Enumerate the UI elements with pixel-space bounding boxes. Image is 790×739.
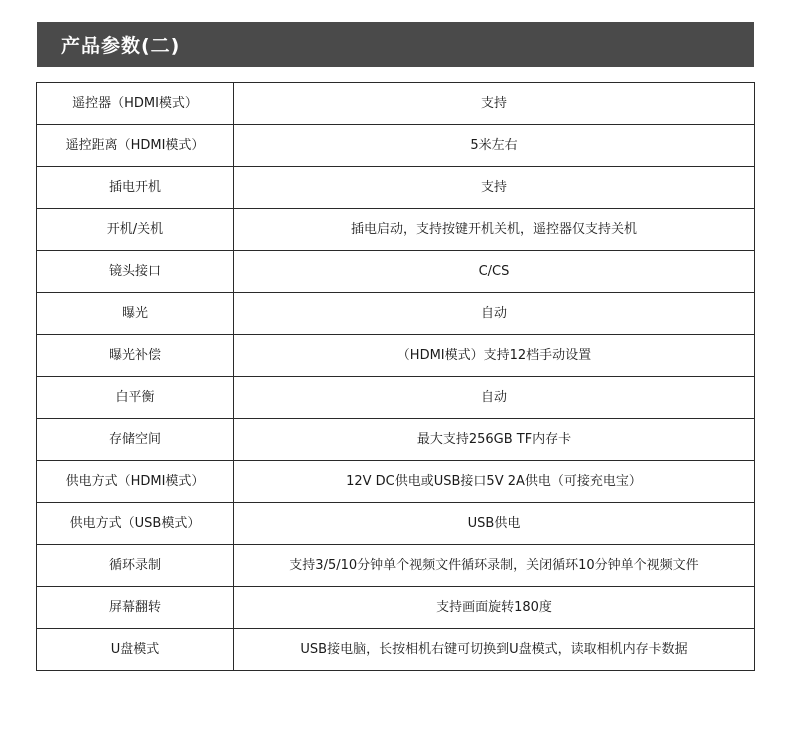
spec-label: 镜头接口 xyxy=(37,251,234,293)
table-row xyxy=(37,629,755,671)
table-row xyxy=(37,167,755,209)
spec-label: 遥控距离（HDMI模式） xyxy=(37,125,234,167)
table-row xyxy=(37,503,755,545)
spec-label: 循环录制 xyxy=(37,545,234,587)
spec-value: 5米左右 xyxy=(234,125,755,167)
spec-label: 供电方式（HDMI模式） xyxy=(37,461,234,503)
spec-value: 12V DC供电或USB接口5V 2A供电（可接充电宝） xyxy=(234,461,755,503)
spec-table xyxy=(36,82,755,671)
spec-label: 存储空间 xyxy=(37,419,234,461)
spec-label: 曝光补偿 xyxy=(37,335,234,377)
spec-label: U盘模式 xyxy=(37,629,234,671)
spec-label: 开机/关机 xyxy=(37,209,234,251)
spec-value: 支持画面旋转180度 xyxy=(234,587,755,629)
table-row xyxy=(37,377,755,419)
table-row xyxy=(37,83,755,125)
spec-value: USB供电 xyxy=(234,503,755,545)
spec-value: 支持 xyxy=(234,83,755,125)
spec-label: 供电方式（USB模式） xyxy=(37,503,234,545)
spec-value: 自动 xyxy=(234,377,755,419)
spec-label: 插电开机 xyxy=(37,167,234,209)
table-row xyxy=(37,251,755,293)
table-row xyxy=(37,293,755,335)
table-row xyxy=(37,209,755,251)
spec-value: 自动 xyxy=(234,293,755,335)
spec-value: USB接电脑，长按相机右键可切换到U盘模式，读取相机内存卡数据 xyxy=(234,629,755,671)
spec-value: C/CS xyxy=(234,251,755,293)
spec-label: 曝光 xyxy=(37,293,234,335)
table-row xyxy=(37,125,755,167)
table-row xyxy=(37,419,755,461)
spec-value: 插电启动，支持按键开机关机，遥控器仅支持关机 xyxy=(234,209,755,251)
table-row xyxy=(37,335,755,377)
table-row xyxy=(37,587,755,629)
table-row xyxy=(37,545,755,587)
spec-label: 遥控器（HDMI模式） xyxy=(37,83,234,125)
spec-value: 支持3/5/10分钟单个视频文件循环录制，关闭循环10分钟单个视频文件 xyxy=(234,545,755,587)
spec-value: 最大支持256GB TF内存卡 xyxy=(234,419,755,461)
section-header xyxy=(37,22,754,67)
spec-value: （HDMI模式）支持12档手动设置 xyxy=(234,335,755,377)
spec-label: 屏幕翻转 xyxy=(37,587,234,629)
page-title: 产品参数(二) xyxy=(61,35,181,57)
spec-label: 白平衡 xyxy=(37,377,234,419)
table-row xyxy=(37,461,755,503)
spec-value: 支持 xyxy=(234,167,755,209)
